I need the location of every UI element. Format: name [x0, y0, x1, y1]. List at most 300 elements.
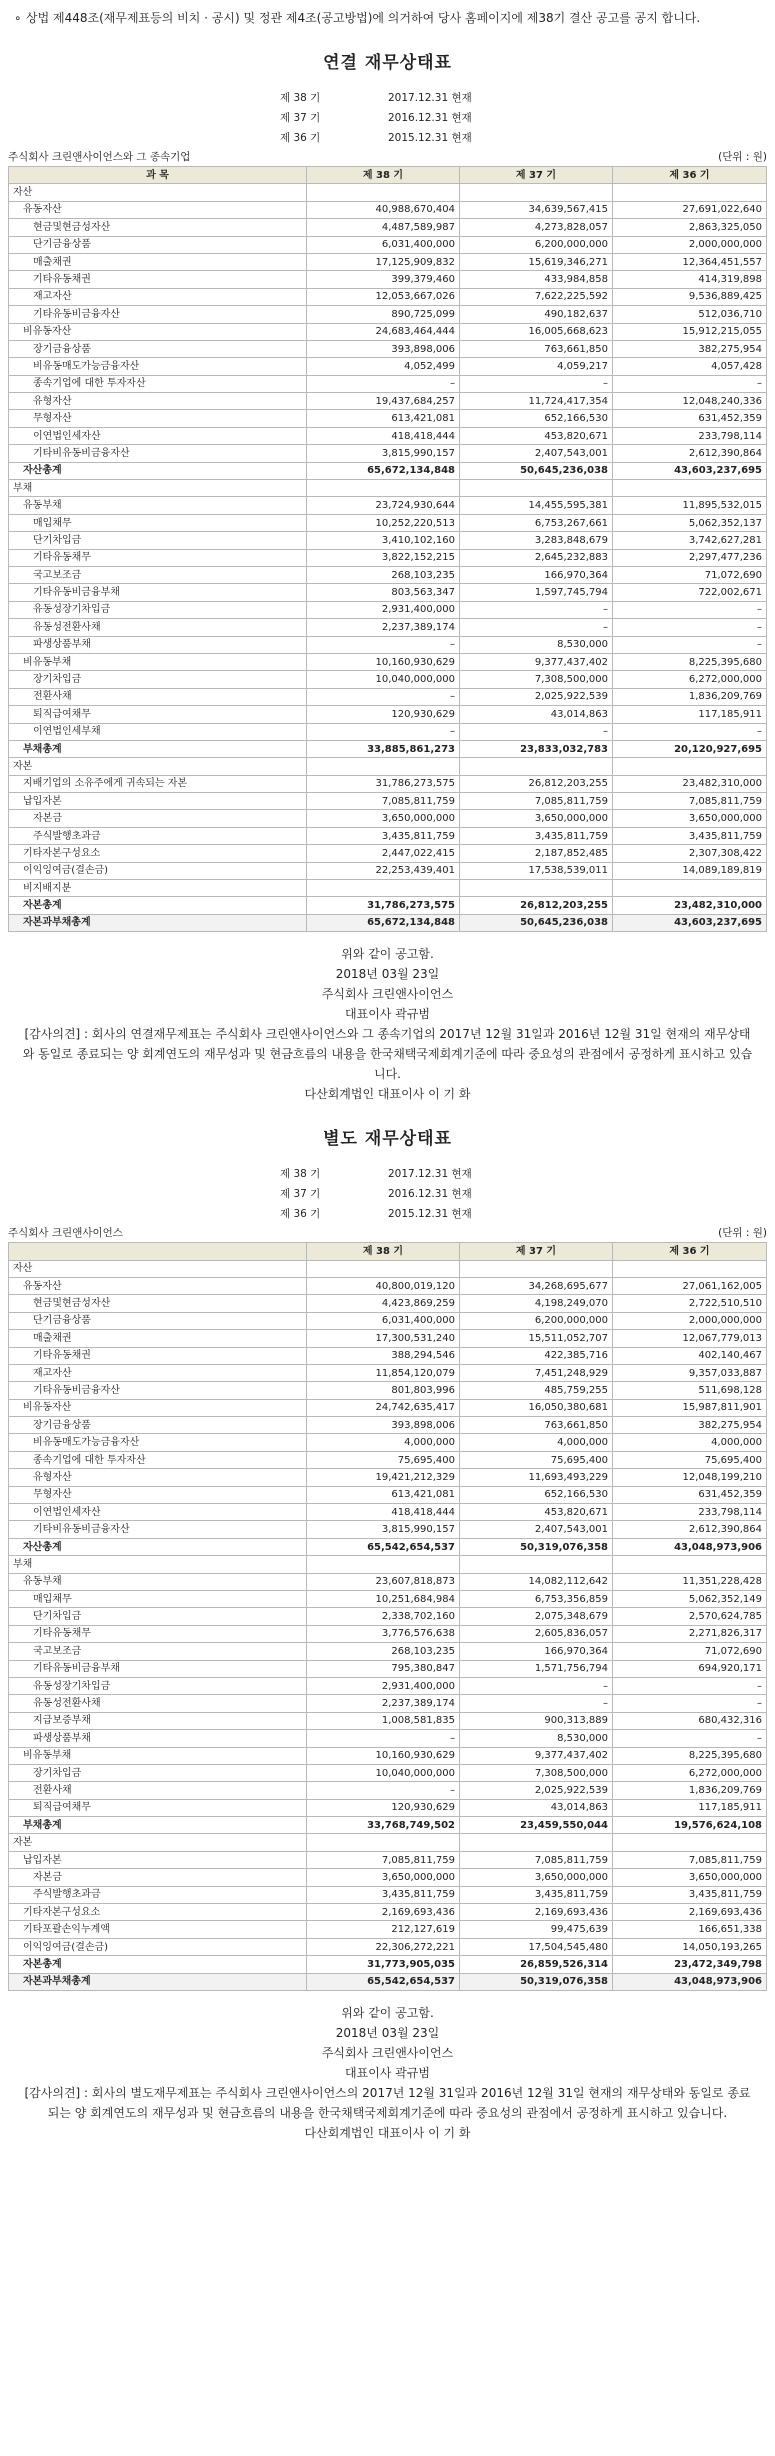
table-row — [9, 1556, 767, 1573]
amount-cell: 33,885,861,273 — [307, 740, 460, 757]
amount-cell: 7,085,811,759 — [613, 793, 767, 810]
table-row — [9, 1695, 767, 1712]
table-row — [9, 619, 767, 636]
amount-cell: 900,313,889 — [460, 1712, 613, 1729]
amount-cell: 801,803,996 — [307, 1382, 460, 1399]
amount-cell: – — [307, 636, 460, 653]
account-name: 부채 — [9, 480, 307, 497]
account-name: 유동성전환사채 — [9, 1695, 307, 1712]
amount-cell: 65,542,654,537 — [307, 1538, 460, 1555]
amount-cell: 3,435,811,759 — [307, 1886, 460, 1903]
amount-cell: 2,169,693,436 — [613, 1904, 767, 1921]
table-row — [9, 1312, 767, 1329]
account-name: 유동부채 — [9, 1573, 307, 1590]
amount-cell: 8,225,395,680 — [613, 1747, 767, 1764]
period-label: 제 37 기 — [280, 112, 321, 124]
amount-cell — [613, 1834, 767, 1851]
table-row — [9, 375, 767, 392]
amount-cell: 3,435,811,759 — [460, 827, 613, 844]
amount-cell: 631,452,359 — [613, 1486, 767, 1503]
amount-cell: – — [613, 1730, 767, 1747]
period-date: 2016.12.31 현재 — [388, 1188, 472, 1201]
account-name: 기타포괄손익누계액 — [9, 1921, 307, 1938]
table-row — [9, 636, 767, 653]
footer-date: 2018년 03월 23일 — [335, 967, 440, 982]
period-label: 제 38 기 — [280, 1168, 321, 1181]
amount-cell — [460, 480, 613, 497]
amount-cell — [460, 1260, 613, 1277]
amount-cell: 3,650,000,000 — [307, 810, 460, 827]
amount-cell: 26,812,203,255 — [460, 897, 613, 914]
amount-cell: 117,185,911 — [613, 706, 767, 723]
amount-cell: 65,672,134,848 — [307, 914, 460, 931]
account-name: 비유동부채 — [9, 653, 307, 670]
account-name: 자본총계 — [9, 897, 307, 914]
table-row — [9, 358, 767, 375]
account-name: 기타유동채권 — [9, 271, 307, 288]
amount-cell: 7,085,811,759 — [307, 793, 460, 810]
amount-cell — [307, 480, 460, 497]
table-header-row — [9, 167, 767, 184]
amount-cell: 2,169,693,436 — [307, 1904, 460, 1921]
amount-cell — [307, 758, 460, 775]
amount-cell: 10,251,684,984 — [307, 1591, 460, 1608]
amount-cell: 4,000,000 — [460, 1434, 613, 1451]
table-row — [9, 862, 767, 879]
amount-cell: 3,435,811,759 — [307, 827, 460, 844]
table-row — [9, 897, 767, 914]
amount-cell: 631,452,359 — [613, 410, 767, 427]
account-name: 이연법인세부채 — [9, 723, 307, 740]
amount-cell: 34,639,567,415 — [460, 201, 613, 218]
amount-cell: 166,970,364 — [460, 1643, 613, 1660]
header-account — [9, 1243, 307, 1260]
amount-cell: 11,351,228,428 — [613, 1573, 767, 1590]
amount-cell: 12,048,199,210 — [613, 1469, 767, 1486]
amount-cell: 6,200,000,000 — [460, 236, 613, 253]
account-name: 주식발행초과금 — [9, 1886, 307, 1903]
amount-cell: 2,237,389,174 — [307, 1695, 460, 1712]
account-name: 부채총계 — [9, 1817, 307, 1834]
amount-cell: 43,014,863 — [460, 1799, 613, 1816]
amount-cell: 19,421,212,329 — [307, 1469, 460, 1486]
amount-cell: 50,645,236,038 — [460, 914, 613, 931]
amount-cell: 4,057,428 — [613, 358, 767, 375]
table-row — [9, 1625, 767, 1642]
table-row — [9, 410, 767, 427]
consolidated-periods — [280, 88, 775, 148]
amount-cell: 10,040,000,000 — [307, 1764, 460, 1781]
account-name: 기타비유동비금융자산 — [9, 445, 307, 462]
amount-cell: – — [613, 723, 767, 740]
amount-cell: 11,854,120,079 — [307, 1364, 460, 1381]
amount-cell: 1,571,756,794 — [460, 1660, 613, 1677]
table-row — [9, 236, 767, 253]
table-row — [9, 1573, 767, 1590]
amount-cell: 75,695,400 — [307, 1451, 460, 1468]
amount-cell: 7,085,811,759 — [460, 793, 613, 810]
account-name: 지급보증부채 — [9, 1712, 307, 1729]
amount-cell: 10,160,930,629 — [307, 1747, 460, 1764]
amount-cell: 3,650,000,000 — [613, 1869, 767, 1886]
amount-cell: 382,275,954 — [613, 340, 767, 357]
account-name: 기타자본구성요소 — [9, 1904, 307, 1921]
amount-cell: 2,570,624,785 — [613, 1608, 767, 1625]
table-row — [9, 393, 767, 410]
amount-cell: 388,294,546 — [307, 1347, 460, 1364]
table-row — [9, 775, 767, 792]
amount-cell: 16,050,380,681 — [460, 1399, 613, 1416]
amount-cell: – — [613, 636, 767, 653]
header-period-38: 제 38 기 — [307, 1243, 460, 1260]
amount-cell: 2,169,693,436 — [460, 1904, 613, 1921]
amount-cell: 12,067,779,013 — [613, 1330, 767, 1347]
amount-cell: 212,127,619 — [307, 1921, 460, 1938]
amount-cell: 2,645,232,883 — [460, 549, 613, 566]
table-row — [9, 1382, 767, 1399]
amount-cell: 2,612,390,864 — [613, 445, 767, 462]
account-name: 기타유동비금융자산 — [9, 1382, 307, 1399]
account-name: 기타유동비금융부채 — [9, 1660, 307, 1677]
amount-cell: 117,185,911 — [613, 1799, 767, 1816]
amount-cell: 23,724,930,644 — [307, 497, 460, 514]
amount-cell: 453,820,671 — [460, 427, 613, 444]
amount-cell: 2,075,348,679 — [460, 1608, 613, 1625]
amount-cell: 99,475,639 — [460, 1921, 613, 1938]
amount-cell: 20,120,927,695 — [613, 740, 767, 757]
table-row — [9, 1938, 767, 1955]
amount-cell: 2,447,022,415 — [307, 845, 460, 862]
amount-cell: 2,025,922,539 — [460, 1782, 613, 1799]
amount-cell: 233,798,114 — [613, 427, 767, 444]
amount-cell: 393,898,006 — [307, 1417, 460, 1434]
account-name: 국고보조금 — [9, 1643, 307, 1660]
table-row — [9, 914, 767, 931]
account-name: 기타유동채권 — [9, 1347, 307, 1364]
amount-cell: 50,645,236,038 — [460, 462, 613, 479]
amount-cell: 2,407,543,001 — [460, 1521, 613, 1538]
intro-notice — [0, 0, 775, 28]
account-name: 비유동매도가능금융자산 — [9, 1434, 307, 1451]
amount-cell: 453,820,671 — [460, 1504, 613, 1521]
header-period-36: 제 36 기 — [613, 1243, 767, 1260]
amount-cell: 399,379,460 — [307, 271, 460, 288]
amount-cell: 402,140,467 — [613, 1347, 767, 1364]
table-row — [9, 1295, 767, 1312]
table-row — [9, 514, 767, 531]
table-row — [9, 445, 767, 462]
amount-cell: 23,482,310,000 — [613, 775, 767, 792]
amount-cell: 120,930,629 — [307, 706, 460, 723]
header-period-36: 제 36 기 — [613, 167, 767, 184]
footer-ceo: 대표이사 곽규범 — [345, 2065, 430, 2080]
period-label: 제 36 기 — [280, 132, 321, 144]
account-name: 자산총계 — [9, 1538, 307, 1555]
account-name: 기타자본구성요소 — [9, 845, 307, 862]
table-row — [9, 1364, 767, 1381]
table-row — [9, 601, 767, 618]
account-name: 부채 — [9, 1556, 307, 1573]
amount-cell: 680,432,316 — [613, 1712, 767, 1729]
table-row — [9, 706, 767, 723]
amount-cell: – — [460, 1677, 613, 1694]
amount-cell: 3,650,000,000 — [613, 810, 767, 827]
table-row — [9, 688, 767, 705]
amount-cell: 17,300,531,240 — [307, 1330, 460, 1347]
account-name: 파생상품부채 — [9, 1730, 307, 1747]
table-row — [9, 184, 767, 201]
table-row — [9, 1869, 767, 1886]
amount-cell: 10,040,000,000 — [307, 671, 460, 688]
footer-company: 주식회사 크린앤사이언스 — [321, 987, 454, 1002]
header-account: 과 목 — [9, 167, 307, 184]
amount-cell: 613,421,081 — [307, 410, 460, 427]
footer-line: 위와 같이 공고함. — [341, 2005, 434, 2020]
table-row — [9, 306, 767, 323]
table-row — [9, 1451, 767, 1468]
amount-cell: 268,103,235 — [307, 566, 460, 583]
amount-cell — [460, 880, 613, 897]
amount-cell: 1,836,209,769 — [613, 1782, 767, 1799]
footer-line: 위와 같이 공고함. — [341, 947, 434, 962]
amount-cell: 3,815,990,157 — [307, 1521, 460, 1538]
amount-cell: 2,237,389,174 — [307, 619, 460, 636]
amount-cell: 17,125,909,832 — [307, 253, 460, 270]
table-row — [9, 845, 767, 862]
table-row — [9, 1747, 767, 1764]
period-row — [280, 1164, 775, 1184]
account-name: 재고자산 — [9, 288, 307, 305]
footer-company: 주식회사 크린앤사이언스 — [321, 2045, 454, 2060]
company-name: 주식회사 크린앤사이언스와 그 종속기업 — [8, 151, 191, 163]
table-row — [9, 566, 767, 583]
amount-cell: 50,319,076,358 — [460, 1538, 613, 1555]
account-name: 단기금융상품 — [9, 236, 307, 253]
amount-cell: 22,306,272,221 — [307, 1938, 460, 1955]
account-name: 종속기업에 대한 투자자산 — [9, 375, 307, 392]
table-row — [9, 497, 767, 514]
table-row — [9, 1434, 767, 1451]
account-name: 무형자산 — [9, 410, 307, 427]
account-name: 유형자산 — [9, 1469, 307, 1486]
amount-cell: 652,166,530 — [460, 1486, 613, 1503]
period-row — [280, 1184, 775, 1204]
amount-cell: 15,987,811,901 — [613, 1399, 767, 1416]
table-row — [9, 1486, 767, 1503]
amount-cell: – — [307, 375, 460, 392]
period-row — [280, 128, 775, 148]
consolidated-company-row — [8, 148, 767, 166]
amount-cell: 7,085,811,759 — [613, 1851, 767, 1868]
account-name: 단기금융상품 — [9, 1312, 307, 1329]
amount-cell — [613, 758, 767, 775]
account-name: 기타유동비금융자산 — [9, 306, 307, 323]
table-row — [9, 1817, 767, 1834]
amount-cell: 27,061,162,005 — [613, 1277, 767, 1294]
account-name: 매입채무 — [9, 514, 307, 531]
account-name: 자산총계 — [9, 462, 307, 479]
account-name: 재고자산 — [9, 1364, 307, 1381]
amount-cell — [460, 1556, 613, 1573]
account-name: 유형자산 — [9, 393, 307, 410]
account-name: 유동자산 — [9, 201, 307, 218]
amount-cell: 10,160,930,629 — [307, 653, 460, 670]
account-name: 부채총계 — [9, 740, 307, 757]
amount-cell: 24,742,635,417 — [307, 1399, 460, 1416]
amount-cell: 75,695,400 — [460, 1451, 613, 1468]
amount-cell: 27,691,022,640 — [613, 201, 767, 218]
amount-cell: 12,048,240,336 — [613, 393, 767, 410]
amount-cell: – — [613, 1695, 767, 1712]
amount-cell: 31,773,905,035 — [307, 1956, 460, 1973]
table-row — [9, 1799, 767, 1816]
amount-cell: 23,833,032,783 — [460, 740, 613, 757]
account-name: 단기차입금 — [9, 532, 307, 549]
account-name: 이익잉여금(결손금) — [9, 1938, 307, 1955]
amount-cell: 40,800,019,120 — [307, 1277, 460, 1294]
table-row — [9, 1469, 767, 1486]
table-row — [9, 1643, 767, 1660]
amount-cell: 11,724,417,354 — [460, 393, 613, 410]
amount-cell: 2,000,000,000 — [613, 1312, 767, 1329]
amount-cell: 166,651,338 — [613, 1921, 767, 1938]
amount-cell: 15,619,346,271 — [460, 253, 613, 270]
amount-cell: – — [460, 1695, 613, 1712]
account-name: 유동성장기차입금 — [9, 1677, 307, 1694]
bullet-icon: ∘ — [14, 11, 22, 25]
account-name: 지배기업의 소유주에게 귀속되는 자본 — [9, 775, 307, 792]
amount-cell: 6,753,267,661 — [460, 514, 613, 531]
amount-cell — [613, 480, 767, 497]
amount-cell: 43,603,237,695 — [613, 462, 767, 479]
unit-label: (단위 : 원) — [718, 151, 767, 163]
amount-cell: – — [613, 601, 767, 618]
account-name: 기타유동채무 — [9, 549, 307, 566]
amount-cell: 2,612,390,864 — [613, 1521, 767, 1538]
account-name: 국고보조금 — [9, 566, 307, 583]
amount-cell: 3,435,811,759 — [460, 1886, 613, 1903]
amount-cell: 16,005,668,623 — [460, 323, 613, 340]
table-row — [9, 758, 767, 775]
period-date: 2016.12.31 현재 — [388, 112, 472, 124]
table-row — [9, 1956, 767, 1973]
table-row — [9, 253, 767, 270]
account-name: 비유동매도가능금융자산 — [9, 358, 307, 375]
table-row — [9, 1347, 767, 1364]
intro-text: 상법 제448조(재무제표등의 비치 · 공시) 및 정관 제4조(공고방법)에 의거하여 당사 홈페이지에 제38기 결산 공고를 공지 합니다. — [26, 11, 701, 25]
account-name: 무형자산 — [9, 1486, 307, 1503]
separate-periods — [280, 1164, 775, 1224]
amount-cell: 4,000,000 — [613, 1434, 767, 1451]
account-name: 자본 — [9, 1834, 307, 1851]
amount-cell: 4,198,249,070 — [460, 1295, 613, 1312]
account-name: 기타비유동비금융자산 — [9, 1521, 307, 1538]
amount-cell: – — [307, 688, 460, 705]
account-name: 장기차입금 — [9, 671, 307, 688]
amount-cell: – — [460, 375, 613, 392]
amount-cell: 9,377,437,402 — [460, 1747, 613, 1764]
table-row — [9, 532, 767, 549]
account-name: 퇴직급여채무 — [9, 706, 307, 723]
amount-cell: 31,786,273,575 — [307, 775, 460, 792]
table-row — [9, 427, 767, 444]
account-name: 주식발행초과금 — [9, 827, 307, 844]
amount-cell: – — [613, 375, 767, 392]
amount-cell: – — [613, 1677, 767, 1694]
amount-cell: 3,742,627,281 — [613, 532, 767, 549]
table-row — [9, 740, 767, 757]
account-name: 파생상품부채 — [9, 636, 307, 653]
table-row — [9, 340, 767, 357]
amount-cell: 3,650,000,000 — [307, 1869, 460, 1886]
amount-cell: 2,307,308,422 — [613, 845, 767, 862]
amount-cell: 763,661,850 — [460, 340, 613, 357]
consolidated-footer — [0, 944, 775, 1104]
amount-cell — [307, 1260, 460, 1277]
amount-cell: 9,536,889,425 — [613, 288, 767, 305]
table-header-row — [9, 1243, 767, 1260]
amount-cell: – — [307, 1730, 460, 1747]
amount-cell: 2,605,836,057 — [460, 1625, 613, 1642]
amount-cell: 511,698,128 — [613, 1382, 767, 1399]
amount-cell: 694,920,171 — [613, 1660, 767, 1677]
account-name: 기타유동비금융부채 — [9, 584, 307, 601]
account-name: 매입채무 — [9, 1591, 307, 1608]
amount-cell: 33,768,749,502 — [307, 1817, 460, 1834]
separate-footer — [0, 2003, 775, 2143]
footer-date: 2018년 03월 23일 — [335, 2025, 440, 2040]
account-name: 유동성장기차입금 — [9, 601, 307, 618]
header-period-37: 제 37 기 — [460, 167, 613, 184]
amount-cell: 4,487,589,987 — [307, 219, 460, 236]
amount-cell: 4,052,499 — [307, 358, 460, 375]
consolidated-title: 연결 재무상태표 — [323, 53, 452, 73]
amount-cell: 3,435,811,759 — [613, 1886, 767, 1903]
account-name: 퇴직급여채무 — [9, 1799, 307, 1816]
amount-cell: 803,563,347 — [307, 584, 460, 601]
amount-cell: 233,798,114 — [613, 1504, 767, 1521]
table-row — [9, 1608, 767, 1625]
amount-cell — [307, 184, 460, 201]
amount-cell: 3,650,000,000 — [460, 1869, 613, 1886]
amount-cell: 6,031,400,000 — [307, 1312, 460, 1329]
amount-cell: 14,089,189,819 — [613, 862, 767, 879]
table-row — [9, 549, 767, 566]
amount-cell: 795,380,847 — [307, 1660, 460, 1677]
consolidated-balance-sheet-table — [8, 166, 767, 932]
amount-cell: 418,418,444 — [307, 427, 460, 444]
amount-cell: 9,377,437,402 — [460, 653, 613, 670]
period-label: 제 37 기 — [280, 1188, 321, 1201]
audit-opinion: [감사의견] : 회사의 연결재무제표는 주식회사 크린앤사이언스와 그 종속기업의 2017년 12월 31일과 2016년 12월 31일 현재의 재무상태와 동일로 종료되는 양 회계연도의 재무성과 및 현금흐름의 내용을 한국채택국제회계기준에 따라 중요성의 관점에서 공정하게 표시하고 있습니다. — [22, 1027, 753, 1082]
amount-cell: 2,931,400,000 — [307, 1677, 460, 1694]
account-name: 비유동자산 — [9, 323, 307, 340]
amount-cell — [460, 1834, 613, 1851]
amount-cell: 422,385,716 — [460, 1347, 613, 1364]
amount-cell: 40,988,670,404 — [307, 201, 460, 218]
amount-cell: 26,812,203,255 — [460, 775, 613, 792]
account-name: 자본금 — [9, 810, 307, 827]
account-name: 이연법인세자산 — [9, 1504, 307, 1521]
account-name: 이연법인세자산 — [9, 427, 307, 444]
table-row — [9, 1260, 767, 1277]
table-row — [9, 462, 767, 479]
amount-cell: 11,693,493,229 — [460, 1469, 613, 1486]
account-name: 장기금융상품 — [9, 340, 307, 357]
amount-cell: 14,455,595,381 — [460, 497, 613, 514]
period-date: 2015.12.31 현재 — [388, 132, 472, 144]
amount-cell: 3,776,576,638 — [307, 1625, 460, 1642]
